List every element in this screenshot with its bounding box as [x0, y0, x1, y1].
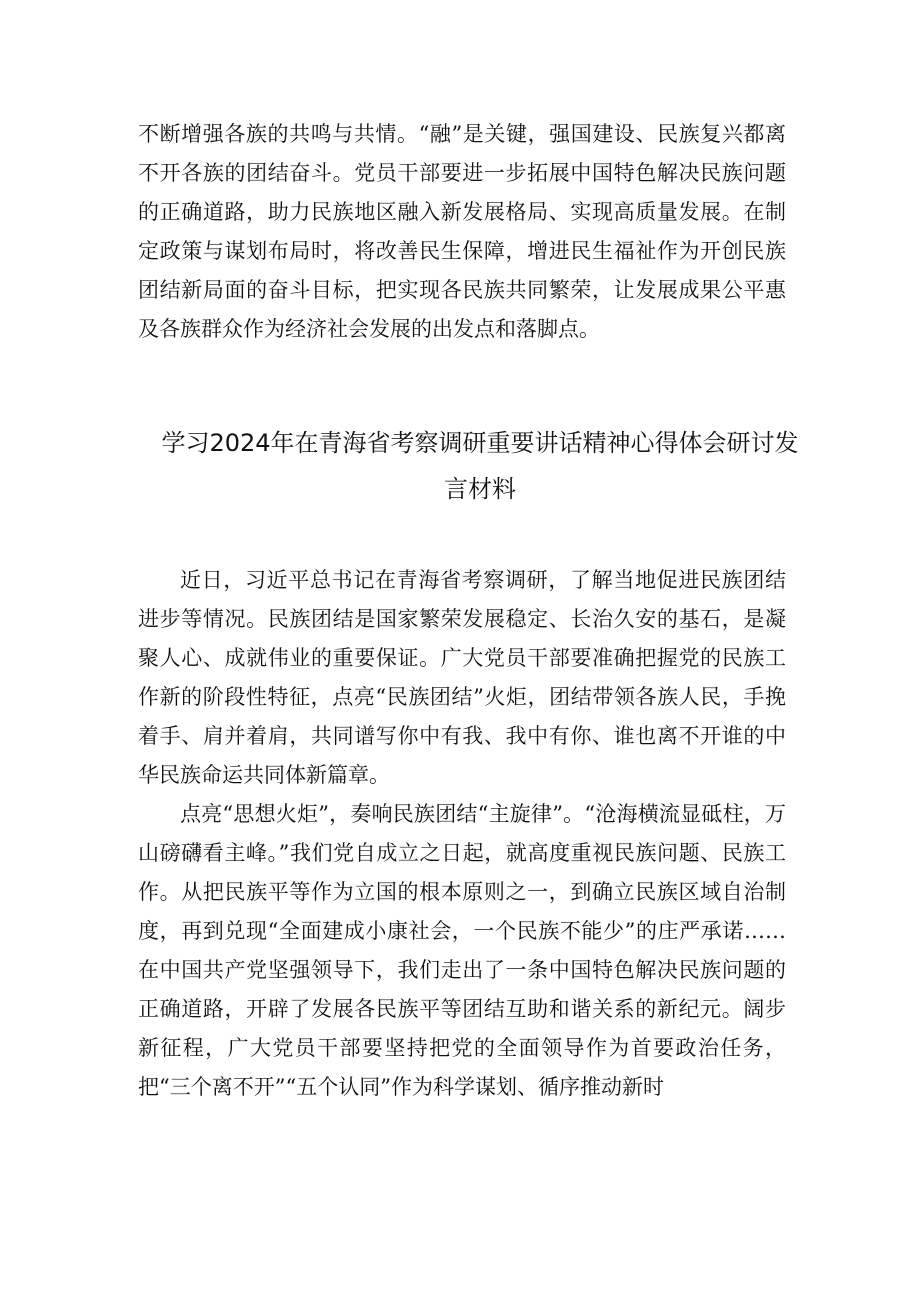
- document-title: [160, 420, 800, 512]
- continued-paragraph: 不断增强各族的共鸣与共情。“融”是关键，强国建设、民族复兴都离不开各族的团结奋斗。党员干部要进一步拓展中国特色解决民族问题的正确道路，助力民族地区融入新发展格局、实现高质量发展。在制定政策与谋划布局时，将改善民生保障，增进民生福祉作为开创民族团结新局面的奋斗目标，把实现各民族共同繁荣，让发展成果公平惠及各族群众作为经济社会发展的出发点和落脚点。: [138, 122, 786, 341]
- paragraph: 近日，习近平总书记在青海省考察调研，了解当地促进民族团结进步等情况。民族团结是国家繁荣发展稳定、长治久安的基石，是凝聚人心、成就伟业的重要保证。广大党员干部要准确把握党的民族工作新的阶段性特征，点亮“民族团结”火炬，团结带领各族人民，手挽着手、肩并着肩，共同谱写你中有我、我中有你、谁也离不开谁的中华民族命运共同体新篇章。: [138, 568, 786, 787]
- paragraph: 点亮“思想火炬”，奏响民族团结“主旋律”。“沧海横流显砥柱，万山磅礴看主峰。”我们党自成立之日起，就高度重视民族问题、民族工作。从把民族平等作为立国的根本原则之一，到确立民族区域自治制度，再到兑现“全面建成小康社会，一个民族不能少”的庄严承诺……在中国共产党坚强领导下，我们走出了一条中国特色解决民族问题的正确道路，开辟了发展各民族平等团结互助和谐关系的新纪元。阔步新征程，广大党员干部要坚持把党的全面领导作为首要政治任务，把“三个离不开”“五个认同”作为科学谋划、循序推动新时: [138, 802, 786, 1099]
- title-line-1: 学习2024年在青海省考察调研重要讲话精神心得体会研讨发: [161, 429, 799, 457]
- article-body: [138, 561, 786, 1107]
- continued-paragraph-block: [138, 115, 786, 349]
- title-line-2: 言材料: [444, 475, 516, 503]
